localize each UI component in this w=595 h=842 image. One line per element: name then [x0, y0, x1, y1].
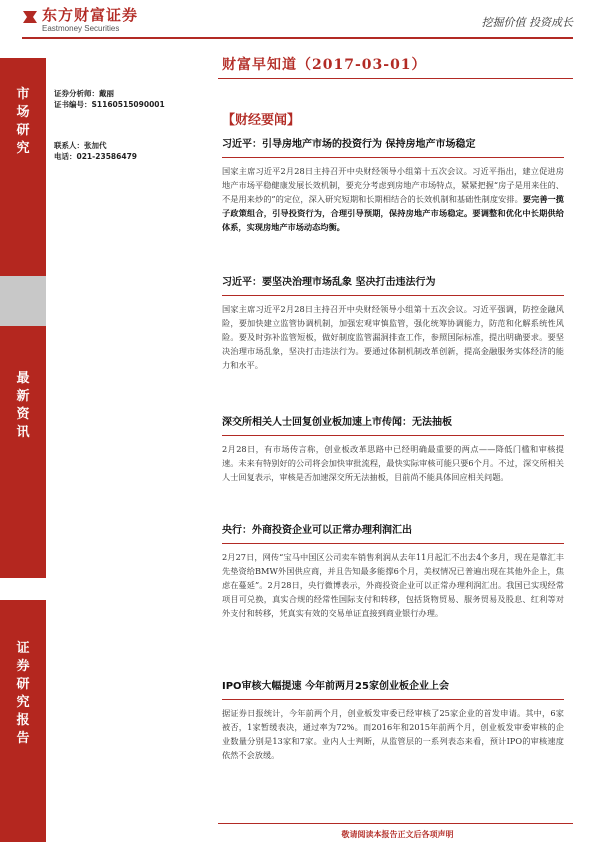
article-title: IPO审核大幅提速 今年前两月25家创业板企业上会: [222, 681, 449, 692]
section-tag-finance-news: 【财经要闻】: [222, 113, 301, 128]
report-title: 财富早知道（2017-03-01）: [222, 57, 427, 73]
header-divider: [22, 37, 573, 39]
logo-chinese-name: 东方财富证券: [42, 6, 139, 24]
article-title: 央行：外商投资企业可以正常办理利润汇出: [222, 525, 412, 536]
news-article-3: [222, 416, 564, 484]
sidebar-label-market-research: 市 场 研 究: [16, 87, 30, 156]
news-article-2: [222, 276, 564, 372]
article-body: 国家主席习近平2月28日主持召开中央财经领导小组第十五次会议。习近平指出，建立促进房地产市场平稳健康发展长效机制，要充分考虑到房地产市场特点，紧紧把握“房子是用来住的、不是用来炒的”的定位，深入研究短期和长期相结合的长效机制和基础性制度安排。要完善一揽子政策组合，引导投资行为，合理引导预期，保持房地产市场稳定。要调整和优化中长期供给体系，实现房地产市场动态均衡。: [222, 166, 564, 232]
article-body: 据证券日报统计，今年前两个月，创业板发审委已经审核了25家企业的首发申请。其中，6家被否，1家暂缓表决，通过率为72%。而2016年和2015年前两个月，创业板发审委审核的企业数量分别是13家和7家。业内人士判断，从监管层的一系列表态来看，预计IPO的审核速度依然不会放缓。: [222, 708, 564, 760]
title-divider: [218, 78, 573, 79]
news-article-1: [222, 138, 564, 234]
sidebar-divider-band: [0, 276, 46, 326]
footer-disclaimer: 敬请阅读本报告正文后各项声明: [341, 830, 454, 839]
article-body: 国家主席习近平2月28日主持召开中央财经领导小组第十五次会议。习近平强调，防控金融风险，要加快建立监管协调机制，加强宏观审慎监管，强化统筹协调能力，防范和化解系统性风险。要及时弥补监管短板，做好制度监管漏洞排查工作，参照国际标准，提出明确要求。要坚决治理市场乱象，坚决打击违法行为。要通过体制机制改革创新，提高金融服务实体经济的能力和水平。: [222, 304, 564, 370]
sidebar-label-securities-report: 证 券 研 究 报 告: [16, 641, 30, 746]
article-body: 2月28日，有市场传言称，创业板改革思路中已经明确最重要的两点——降低门槛和审核提速。未来有特别好的公司将会加快审批流程，最快实际审核可能只要6个月。不过，深交所相关人士回复表示，审核是否加速深交所无法抽板，目前尚不能具体回应相关问题。: [222, 444, 564, 482]
company-logo: [22, 7, 138, 34]
eastmoney-logo-icon: [22, 9, 38, 25]
footer-divider: [218, 823, 573, 824]
header-slogan: 挖掘价值 投资成长: [481, 16, 573, 29]
sidebar-white-band: [0, 578, 46, 600]
news-article-5: [222, 680, 564, 762]
article-title: 深交所相关人士回复创业板加速上市传闻：无法抽板: [222, 417, 452, 428]
article-title: 习近平：要坚决治理市场乱象 坚决打击违法行为: [222, 277, 436, 288]
article-body: 2月27日，网传“宝马中国区公司卖车销售利润从去年11月起汇不出去4个多月，现在是靠汇丰先垫资给BMW外国供应商，并且告知最多能撑6个月，美权情况已普遍出现在其他外企上，焦虑在蔓延”。2月28日，央行微博表示，外商投资企业可以正常办理利润汇出。我国已实现经常项目可兑换，真实合规的经常性国际支付和转移，包括货物贸易、服务贸易及股息、红利等对外支付和转移，凭真实有效的交易单证直接到商业银行办理。: [222, 552, 564, 618]
sidebar-label-latest-news: 最 新 资 讯: [16, 371, 30, 440]
news-article-4: [222, 524, 564, 620]
article-title: 习近平：引导房地产市场的投资行为 保持房地产市场稳定: [222, 139, 476, 150]
logo-english-name: Eastmoney Securities: [42, 24, 120, 33]
contact-info: 联系人：张加代 电话：021-23586479: [54, 141, 138, 161]
analyst-info: 证券分析师：戴丽 证书编号：S1160515090001: [54, 89, 165, 109]
